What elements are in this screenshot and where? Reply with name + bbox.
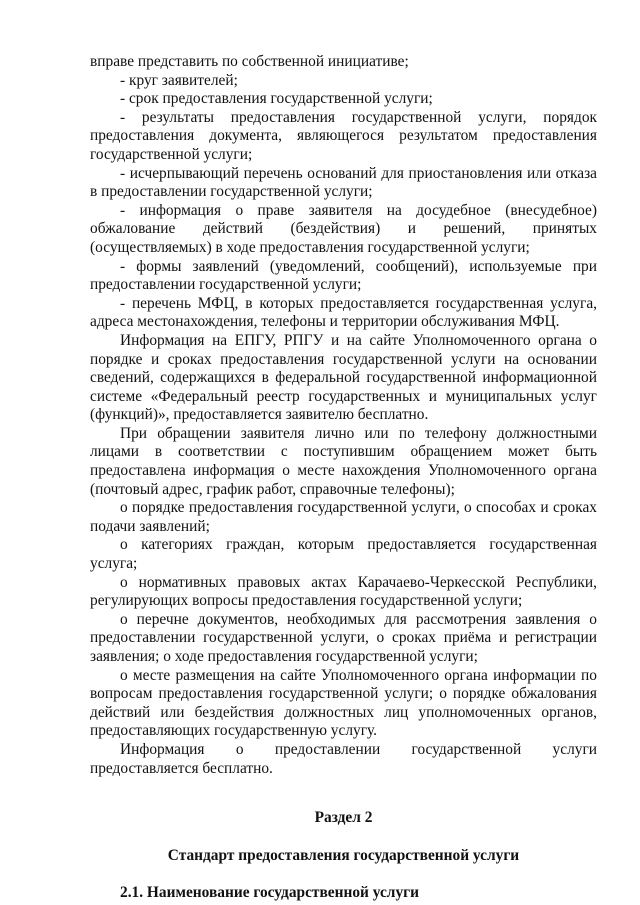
section-title: Стандарт предоставления государственной услуги xyxy=(167,846,520,864)
paragraph-intro: вправе представить по собственной инициативе; xyxy=(90,53,409,70)
paragraph-procedure: о порядке предоставления государственной услуги, о способах и сроках подачи заявлений; xyxy=(90,499,597,535)
paragraph-free-info: Информация о предоставлении государственной услуги предоставляется бесплатно. xyxy=(90,740,597,777)
paragraph-documents: о перечне документов, необходимых для рассмотрения заявления о предоставлении государственной услуги, о сроках приёма и регистрации заявления; о ходе предоставления государственной услуги; xyxy=(90,610,597,665)
paragraph-categories: о категориях граждан, которым предоставляется государственная услуга; xyxy=(90,536,597,573)
list-item-mfc: - перечень МФЦ, в которых предоставляется государственная услуга, адреса местонахождения, телефоны и территории обслуживания МФЦ. xyxy=(90,294,597,331)
subsection-title: 2.1. Наименование государственной услуги xyxy=(120,884,419,902)
list-item-applicants: - круг заявителей; xyxy=(120,71,238,89)
document-page xyxy=(90,53,597,903)
paragraph-epgu-info: Информация на ЕПГУ, РПГУ и на сайте Уполномоченного органа о порядке и сроках предоставления государственной услуги на основании сведений, содержащихся в федеральной государственной информационной системе «Федеральный реестр государственных и муниципальных услуг (функций)», предоставляется заявителю бесплатно. xyxy=(90,331,597,424)
paragraph-website: о месте размещения на сайте Уполномоченного органа информации по вопросам предоставления государственной услуги; о порядке обжалования действий или бездействия должностных лиц уполномоченных органов, предоставляющих государственную услугу. xyxy=(90,666,597,740)
list-item-forms: - формы заявлений (уведомлений, сообщений), используемые при предоставлении государственной услуги; xyxy=(90,257,597,294)
list-item-term: - срок предоставления государственной услуги; xyxy=(120,90,433,108)
list-item-grounds: - исчерпывающий перечень оснований для приостановления или отказа в предоставлении государственной услуги; xyxy=(90,164,597,201)
paragraph-legal-acts: о нормативных правовых актах Карачаево-Черкесской Республики, регулирующих вопросы предоставления государственной услуги; xyxy=(90,573,597,610)
paragraph-contact-info: При обращении заявителя лично или по телефону должностными лицами в соответствии с поступившим обращением может быть предоставлена информация о месте нахождения Уполномоченного органа (почтовый адрес, график работ, справочные телефоны); xyxy=(90,424,597,498)
section-number: Раздел 2 xyxy=(314,809,373,827)
list-item-appeal: - информация о праве заявителя на досудебное (внесудебное) обжалование действий (бездействия) и решений, принятых (осуществляемых) в ходе предоставления государственной услуги; xyxy=(90,201,597,256)
list-item-results: - результаты предоставления государственной услуги, порядок предоставления документа, являющегося результатом предоставления государственной услуги; xyxy=(90,108,597,163)
